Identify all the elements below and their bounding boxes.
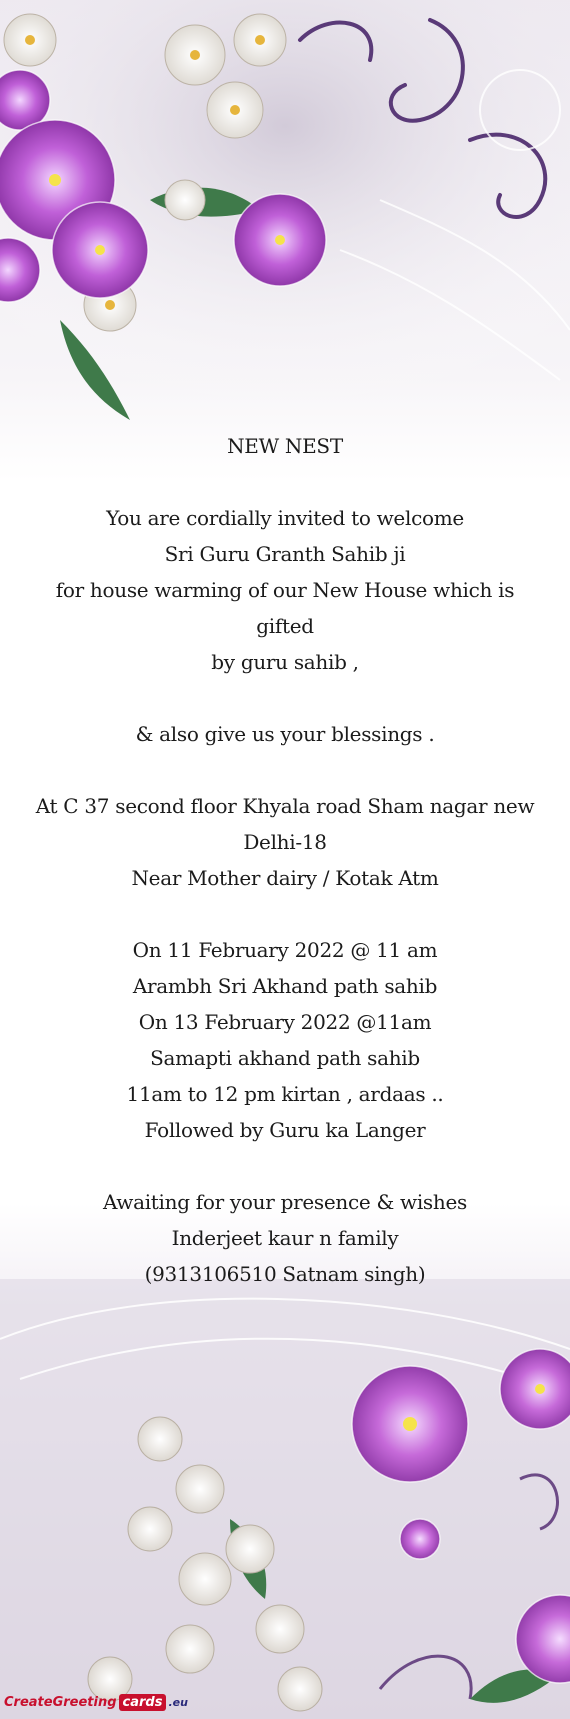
message-line: You are cordially invited to welcome (106, 506, 464, 530)
blank-line (0, 896, 570, 932)
site-watermark-logo[interactable] (4, 1689, 188, 1715)
bottom-floral-decoration (0, 1219, 570, 1719)
card-title: NEW NEST (227, 434, 343, 458)
invitation-message (0, 428, 570, 1292)
message-line: At C 37 second floor Khyala road Sham nagar new (35, 794, 535, 818)
watermark-cards: cards (119, 1694, 167, 1711)
blank-line (0, 680, 570, 716)
message-line: Samapti akhand path sahib (150, 1046, 420, 1070)
message-line: On 13 February 2022 @11am (138, 1010, 432, 1034)
message-line: Sri Guru Granth Sahib ji (164, 542, 406, 566)
message-line: Delhi-18 (243, 830, 327, 854)
message-line: Arambh Sri Akhand path sahib (132, 974, 438, 998)
blank-line (0, 1148, 570, 1184)
message-line: Near Mother dairy / Kotak Atm (131, 866, 439, 890)
message-line: by guru sahib , (211, 650, 359, 674)
message-line: Inderjeet kaur n family (171, 1226, 399, 1250)
blank-line (0, 752, 570, 788)
watermark-tld: .eu (168, 1695, 188, 1709)
top-floral-decoration (0, 0, 570, 460)
message-line: & also give us your blessings . (135, 722, 435, 746)
message-line: for house warming of our New House which is gifted (55, 578, 515, 638)
message-line: On 11 February 2022 @ 11 am (132, 938, 438, 962)
message-line: Followed by Guru ka Langer (144, 1118, 426, 1142)
watermark-brand: CreateGreeting (4, 1694, 117, 1710)
message-line: 11am to 12 pm kirtan , ardaas .. (126, 1082, 444, 1106)
message-line: Awaiting for your presence & wishes (103, 1190, 467, 1214)
message-line: (9313106510 Satnam singh) (144, 1262, 426, 1286)
